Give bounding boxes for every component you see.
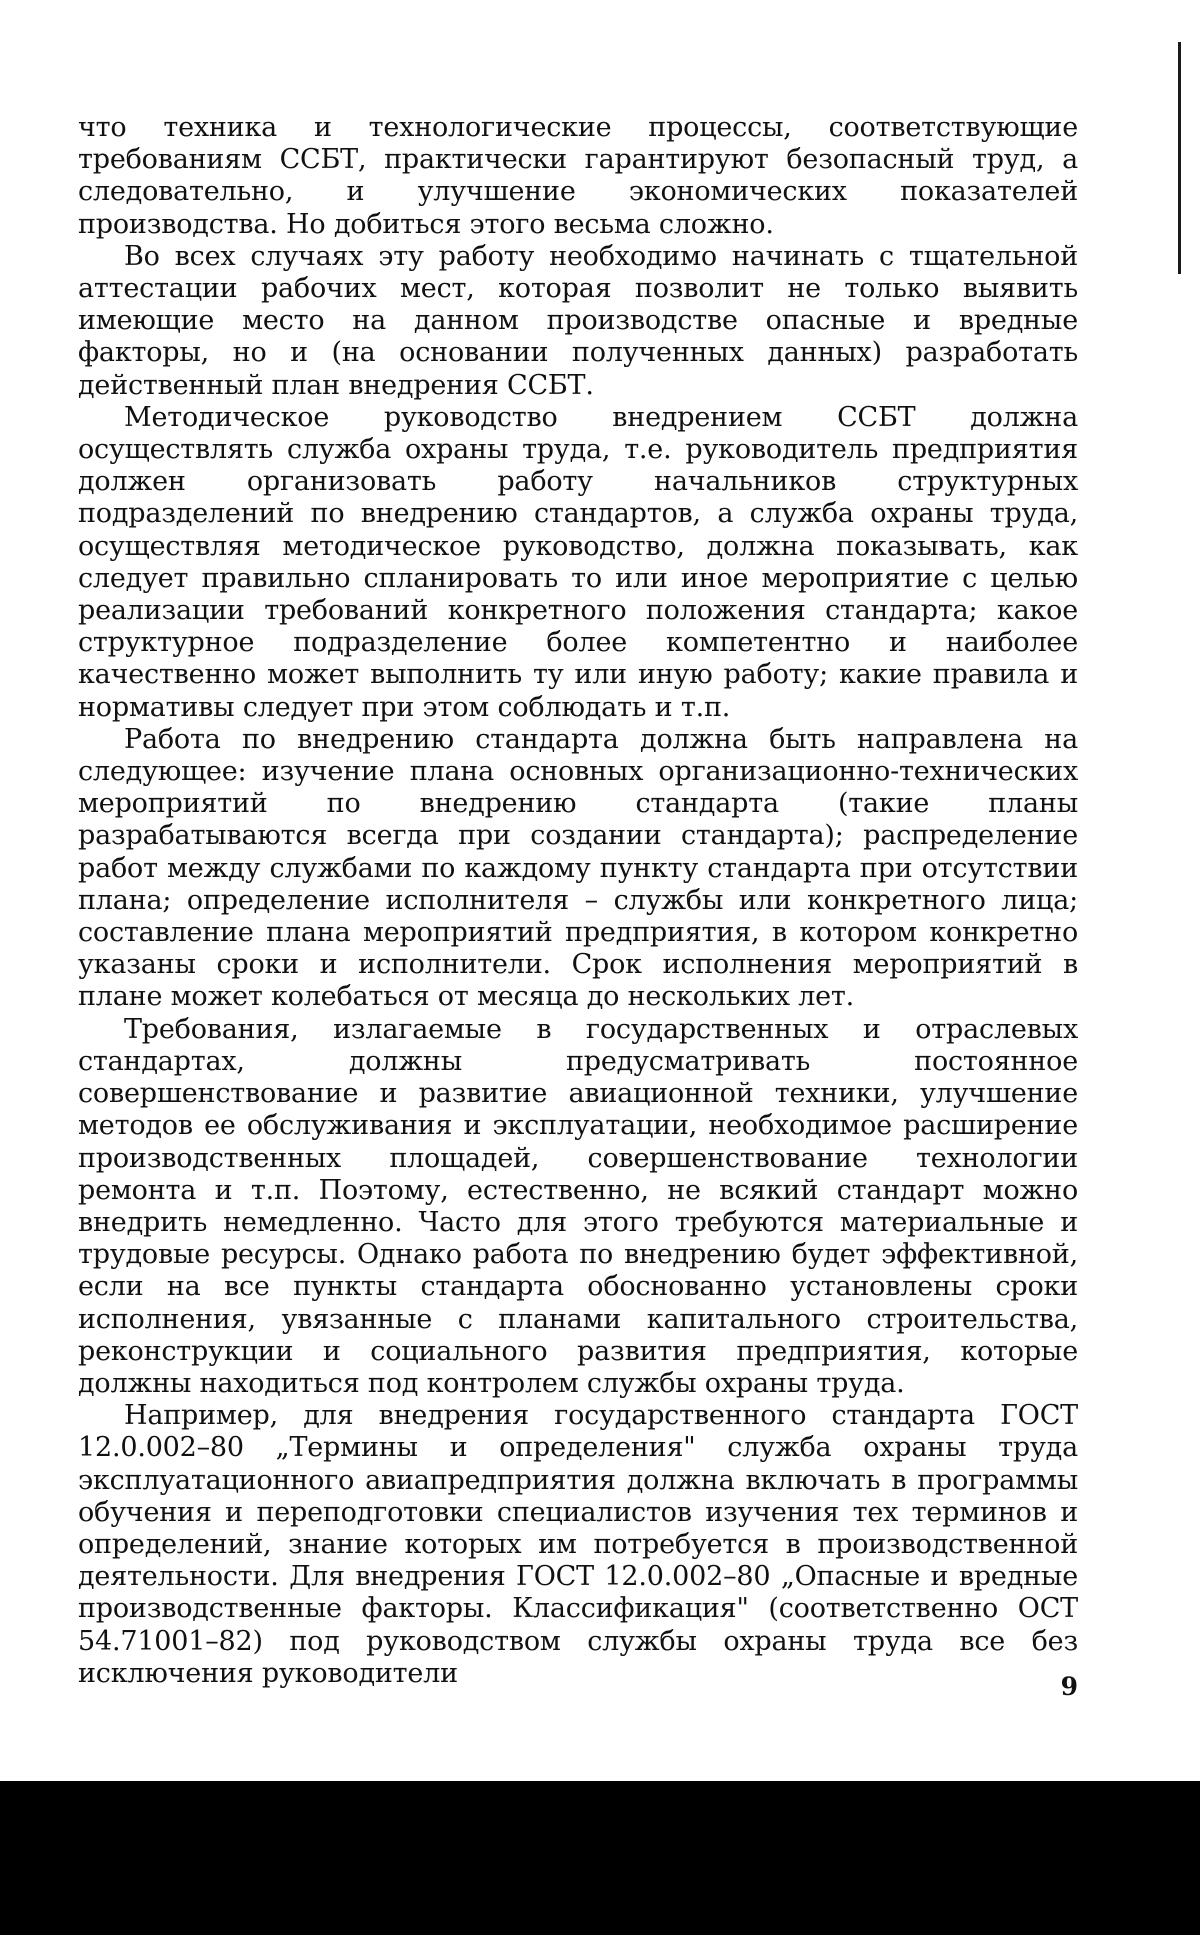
paragraph-6: Например, для внедрения государственного стандарта ГОСТ 12.0.002–80 „Термины и определения" служба охраны труда эксплуатационного авиапредприятия должна включать в программы обучения и переподготовки специалистов изучения тех терминов и определений, знание которых им потребуется в производственной деятельности. Для внедрения ГОСТ 12.0.002–80 „Опасные и вредные производственные факторы. Классификация" (соответственно ОСТ 54.71001–82) под руководством службы охраны труда все без исключения руководители	[78, 1400, 1078, 1689]
body-text	[78, 112, 1078, 1690]
scan-edge-line	[1178, 42, 1181, 274]
page-number: 9	[1060, 1672, 1078, 1701]
paragraph-3: Методическое руководство внедрением ССБТ должна осуществлять служба охраны труда, т.е. руководитель предприятия должен организовать работу начальников структурных подразделений по внедрению стандартов, а служба охраны труда, осуществляя методическое руководство, должна показывать, как следует правильно спланировать то или иное мероприятие с целью реализации требований конкретного положения стандарта; какое структурное подразделение более компетентно и наиболее качественно может выполнить ту или иную работу; какие правила и нормативы следует при этом соблюдать и т.п.	[78, 401, 1078, 723]
paragraph-1: что техника и технологические процессы, соответствующие требованиям ССБТ, практически гарантируют безопасный труд, а следовательно, и улучшение экономических показателей производства. Но добиться этого весьма сложно.	[78, 112, 1078, 240]
paragraph-2: Во всех случаях эту работу необходимо начинать с тщательной аттестации рабочих мест, которая позволит не только выявить имеющие место на данном производстве опасные и вредные факторы, но и (на основании полученных данных) разработать действенный план внедрения ССБТ.	[78, 240, 1078, 401]
paragraph-4: Работа по внедрению стандарта должна быть направлена на следующее: изучение плана основных организационно-технических мероприятий по внедрению стандарта (такие планы разрабатываются всегда при создании стандарта); распределение работ между службами по каждому пункту стандарта при отсутствии плана; определение исполнителя – службы или конкретного лица; составление плана мероприятий предприятия, в котором конкретно указаны сроки и исполнители. Срок исполнения мероприятий в плане может колебаться от месяца до нескольких лет.	[78, 723, 1078, 1013]
paragraph-5: Требования, излагаемые в государственных и отраслевых стандартах, должны предусматривать постоянное совершенствование и развитие авиационной техники, улучшение методов ее обслуживания и эксплуатации, необходимое расширение производственных площадей, совершенствование технологии ремонта и т.п. Поэтому, естественно, не всякий стандарт можно внедрить немедленно. Часто для этого требуются материальные и трудовые ресурсы. Однако работа по внедрению будет эффективной, если на все пункты стандарта обоснованно установлены сроки исполнения, увязанные с планами капитального строительства, реконструкции и социального развития предприятия, которые должны находиться под контролем службы охраны труда.	[78, 1013, 1078, 1399]
scan-bottom-black-band	[0, 1781, 1200, 1935]
